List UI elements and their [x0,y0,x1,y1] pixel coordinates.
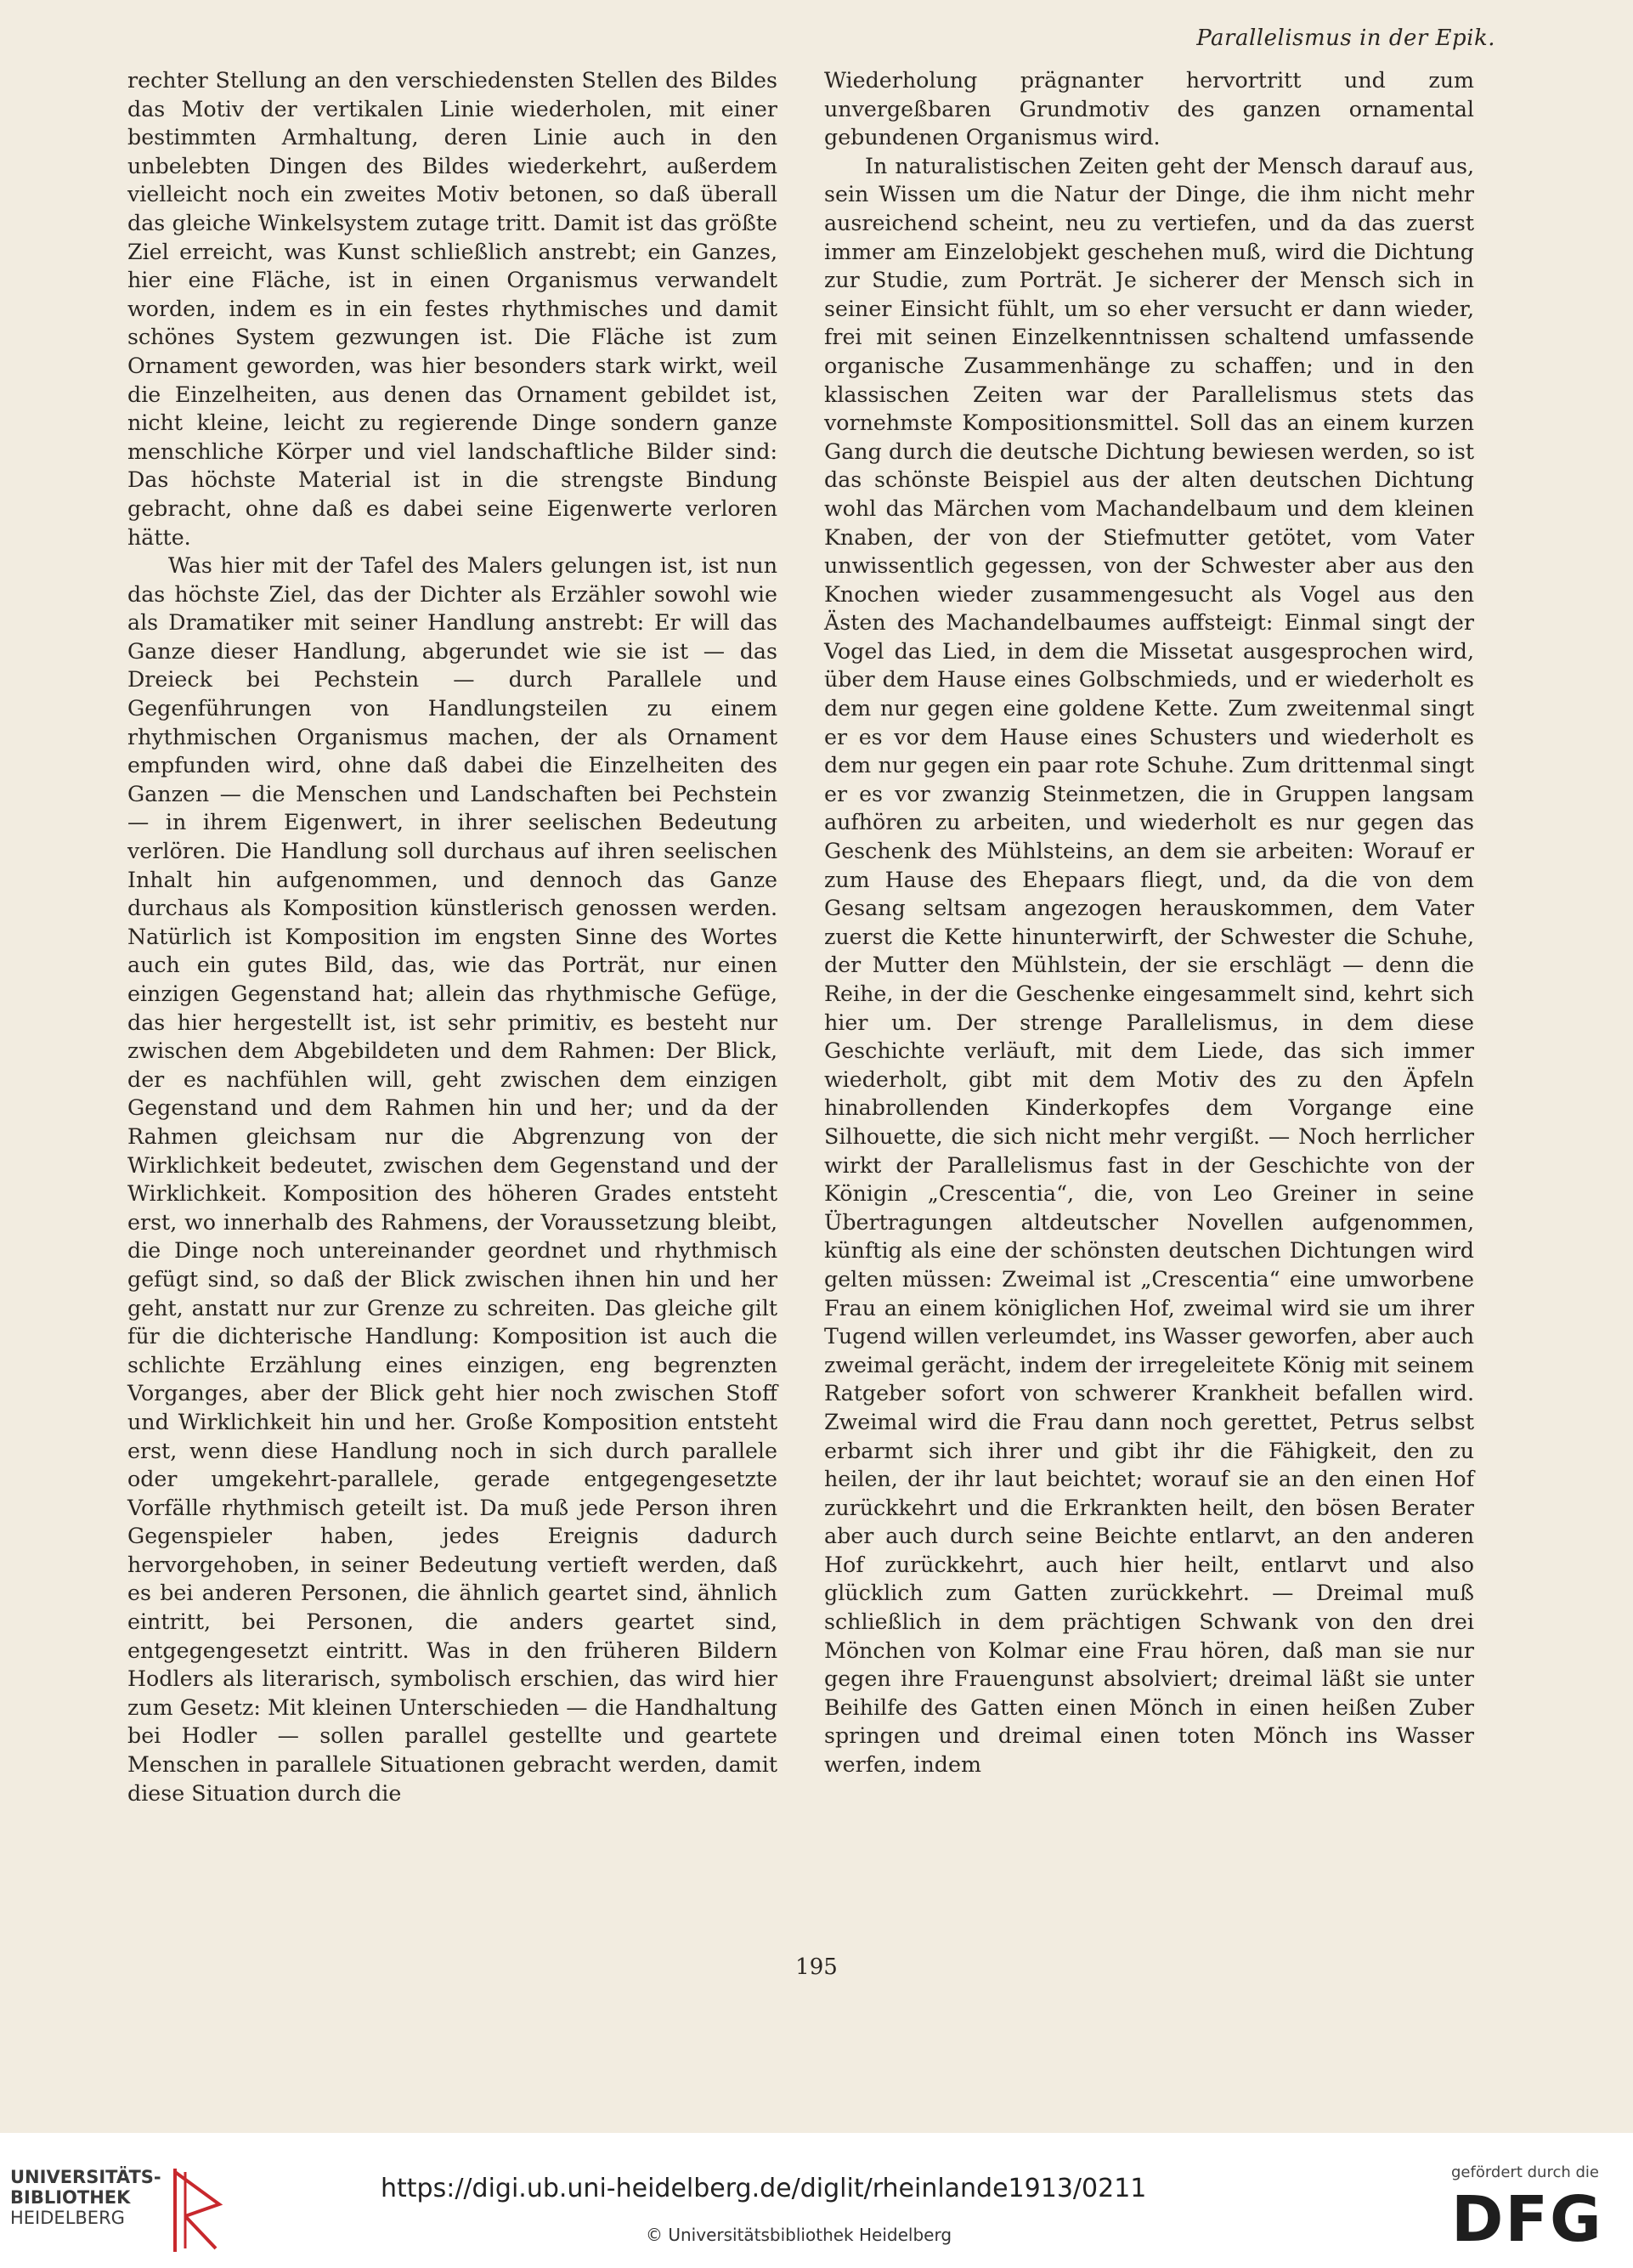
paragraph: Wiederholung prägnanter hervortritt und zum unvergeßbaren Grundmotiv des ganzen ornamental gebundenen Organismus wird. [824,68,1474,150]
dfg-logo: DFG [1451,2183,1603,2256]
copyright-notice: © Universitätsbibliothek Heidelberg [646,2225,952,2245]
paragraph: rechter Stellung an den verschiedensten Stellen des Bildes das Motiv der vertikalen Linie wiederholen, mit einer bestimmten Armhaltung, deren Linie auch in den unbelebten Dingen des Bildes wiederkehrt, außerdem vielleicht noch ein zweites Motiv betonen, so daß überall das gleiche Winkelsystem zutage tritt. Damit ist das größte Ziel erreicht, was Kunst schließlich anstrebt; ein Ganzes, hier eine Fläche, ist in einen Organismus verwandelt worden, indem es in ein festes rhythmisches und damit schönes System gezwungen ist. Die Fläche ist zum Ornament geworden, was hier besonders stark wirkt, weil die Einzelheiten, aus denen das Ornament gebildet ist, nicht kleine, leicht zu regierende Dinge sondern ganze menschliche Körper und viel landschaftliche Bilder sind: Das höchste Material ist in die strengste Bindung gebracht, ohne daß es dabei seine Eigenwerte verloren hätte. [127,68,777,550]
library-name [10,2167,161,2228]
library-name-line: BIBLIOTHEK [10,2187,131,2208]
funding-note: gefördert durch die [1451,2163,1599,2181]
library-name-line: UNIVERSITÄTS- [10,2167,161,2187]
page-number: 195 [795,1954,838,1980]
left-text-column [127,66,777,1807]
library-logo-icon [160,2163,228,2257]
paragraph: In naturalistischen Zeiten geht der Mensch darauf aus, sein Wissen um die Natur der Dinge, die ihm nicht mehr ausreichend scheint, neu zu vertiefen, und da das zuerst immer am Einzelobjekt geschehen muß, wird die Dichtung zur Studie, zum Porträt. Je sicherer der Mensch sich in seiner Einsicht fühlt, um so eher versucht er dann wieder, frei mit seinen Einzelkenntnissen schaltend umfassende organische Zusammenhänge zu schaffen; und in den klassischen Zeiten war der Parallelismus stets das vornehmste Kompositionsmittel. Soll das an einem kurzen Gang durch die deutsche Dichtung bewiesen werden, so ist das schönste Beispiel aus der alten deutschen Dichtung wohl das Märchen vom Machandelbaum und dem kleinen Knaben, der von der Stiefmutter getötet, vom Vater unwissentlich gegessen, von der Schwester aber aus den Knochen wieder zusammengesucht als Vogel aus den Ästen des Machandelbaumes auffsteigt: Einmal singt der Vogel das Lied, in dem die Missetat ausgesprochen wird, über dem Hause eines Golbschmieds, und er wiederholt es dem nur gegen eine goldene Kette. Zum zweitenmal singt er es vor dem Hause eines Schusters und wiederholt es dem nur gegen ein paar rote Schuhe. Zum drittenmal singt er es vor zwanzig Steinmetzen, die in Gruppen langsam aufhören zu arbeiten, und wiederholt es nur gegen das Geschenk des Mühlsteins, an dem sie arbeiten: Worauf er zum Hause des Ehepaars fliegt, und, da die von dem Gesang seltsam angezogen herauskommen, dem Vater zuerst die Kette hinunterwirft, der Schwester die Schuhe, der Mutter den Mühlstein, der sie erschlägt — denn die Reihe, in der die Geschenke eingesammelt sind, kehrt sich hier um. Der strenge Parallelismus, in dem diese Geschichte verläuft, mit dem Liede, das sich immer wiederholt, gibt mit dem Motiv des zu den Äpfeln hinabrollenden Kinderkopfes dem Vorgange eine Silhouette, die sich nicht mehr vergißt. — Noch herrlicher wirkt der Parallelismus fast in der Geschichte von der Königin „Crescentia“, die, von Leo Greiner in seine Übertragungen altdeutscher Novellen aufgenommen, künftig als eine der schönsten deutschen Dichtungen wird gelten müssen: Zweimal ist „Crescentia“ eine umworbene Frau an einem königlichen Hof, zweimal wird sie um ihrer Tugend willen verleumdet, ins Wasser geworfen, aber auch zweimal gerächt, indem der irregeleitete König mit seinem Ratgeber sofort von schwerer Krankheit befallen wird. Zweimal wird die Frau dann noch gerettet, Petrus selbst erbarmt sich ihrer und gibt ihr die Fähigkeit, den zu heilen, der ihr laut beichtet; worauf sie an den einen Hof zurückkehrt und die Erkrankten heilt, den bösen Berater aber auch durch seine Beichte entlarvt, an den anderen Hof zurückkehrt, auch hier heilt, entlarvt und also glücklich zum Gatten zurückkehrt. — Dreimal muß schließlich in dem prächtigen Schwank von den drei Mönchen von Kolmar eine Frau hören, daß man sie nur gegen ihre Frauengunst absolviert; dreimal läßt sie unter Beihilfe des Gatten einen Mönch in einen heißen Zuber springen und dreimal einen toten Mönch ins Wasser werfen, indem [824,153,1474,1778]
library-name-line: HEIDELBERG [10,2208,125,2228]
right-text-column [824,66,1474,1779]
document-url-link[interactable]: https://digi.ub.uni-heidelberg.de/diglit/rheinlande1913/0211 [381,2174,1147,2203]
running-title: Parallelismus in der Epik. [1196,25,1495,51]
paragraph: Was hier mit der Tafel des Malers gelungen ist, ist nun das höchste Ziel, das der Dichter als Erzähler sowohl wie als Dramatiker mit seiner Handlung anstrebt: Er will das Ganze dieser Handlung, abgerundet wie sie ist — das Dreieck bei Pechstein — durch Parallele und Gegenführungen von Handlungsteilen zu einem rhythmischen Organismus machen, der als Ornament empfunden wird, ohne daß dabei die Einzelheiten des Ganzen — die Menschen und Landschaften bei Pechstein — in ihrem Eigenwert, in ihrer seelischen Bedeutung verlören. Die Handlung soll durchaus auf ihren seelischen Inhalt hin aufgenommen, und dennoch das Ganze durchaus als Komposition künstlerisch genossen werden. Natürlich ist Komposition im engsten Sinne des Wortes auch ein gutes Bild, das, wie das Porträt, nur einen einzigen Gegenstand hat; allein das rhythmische Gefüge, das hier hergestellt ist, ist sehr primitiv, es besteht nur zwischen dem Abgebildeten und dem Rahmen: Der Blick, der es nachfühlen will, geht zwischen dem einzigen Gegenstand und dem Rahmen hin und her; und da der Rahmen gleichsam nur die Abgrenzung von der Wirklichkeit bedeutet, zwischen dem Gegenstand und der Wirklichkeit. Komposition des höheren Grades entsteht erst, wo innerhalb des Rahmens, der Voraussetzung bleibt, die Dinge noch untereinander geordnet und rhythmisch gefügt sind, so daß der Blick zwischen ihnen hin und her geht, anstatt nur zur Grenze zu schreiten. Das gleiche gilt für die dichterische Handlung: Komposition ist auch die schlichte Erzählung eines einzigen, eng begrenzten Vorganges, aber der Blick geht hier noch zwischen Stoff und Wirklichkeit hin und her. Große Komposition entsteht erst, wenn diese Handlung noch in sich durch parallele oder umgekehrt-parallele, gerade entgegengesetzte Vorfälle rhythmisch geteilt ist. Da muß jede Person ihren Gegenspieler haben, jedes Ereignis dadurch hervorgehoben, in seiner Bedeutung vertieft werden, daß es bei anderen Personen, die ähnlich geartet sind, ähnlich eintritt, bei Personen, die anders geartet sind, entgegengesetzt eintritt. Was in den früheren Bildern Hodlers als literarisch, symbolisch erschien, das wird hier zum Gesetz: Mit kleinen Unterschieden — die Handhaltung bei Hodler — sollen parallel gestellte und geartete Menschen in parallele Situationen gebracht werden, damit diese Situation durch die [127,553,777,1806]
